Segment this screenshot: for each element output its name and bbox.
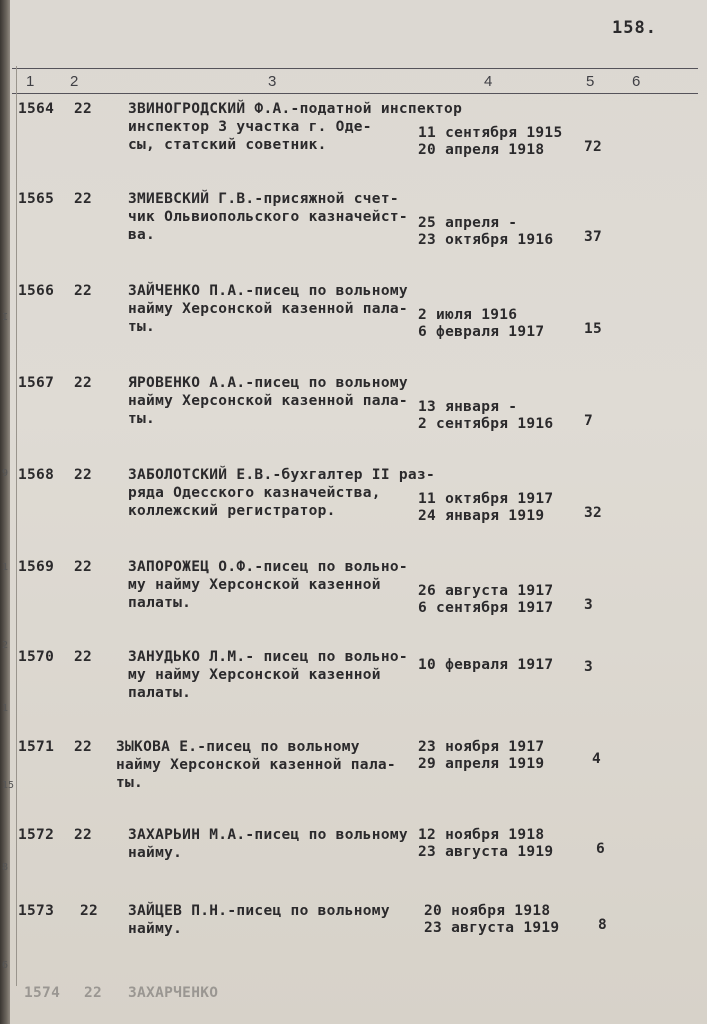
item-description [116,738,396,792]
item-number: 1571 [18,739,55,755]
item-dates [418,490,553,524]
fund-number: 22 [74,467,93,483]
description-line: найму. [128,845,183,861]
sheet-count: 3 [584,597,594,613]
sheet-count: 32 [584,505,603,521]
date-start: 20 ноября 1918 [424,903,551,919]
margin-mark: 1 [2,703,9,714]
date-end: 6 февраля 1917 [418,324,545,340]
date-end [418,673,553,690]
sheet-count: 7 [584,413,594,429]
item-number: 1574 [24,985,61,1001]
item-number: 1567 [18,375,55,391]
date-end: 23 октября 1916 [418,232,554,248]
item-description [128,100,462,154]
description-line: найму Херсонской казенной пала- [128,393,408,409]
date-start: 26 августа 1917 [418,583,554,599]
sheet-count: 3 [584,659,594,675]
sheet-count: 15 [584,321,603,337]
description-line: ЗАПОРОЖЕЦ О.Ф.-писец по вольно- [128,559,408,575]
table-row [0,738,707,818]
item-dates [418,214,553,248]
fund-number: 22 [74,649,93,665]
description-line: ва. [128,227,156,243]
date-end: 24 января 1919 [418,508,545,524]
description-line: ЗАХАРЧЕНКО [128,985,219,1001]
date-start: 13 января - [418,399,518,415]
date-start: 11 октября 1917 [418,491,554,507]
table-row [0,902,707,982]
column-header-4: 4 [484,73,493,90]
fund-number: 22 [74,191,93,207]
item-number: 1566 [18,283,55,299]
sheet-count: 37 [584,229,603,245]
item-number: 1570 [18,649,55,665]
fund-number: 22 [80,903,99,919]
item-description [128,648,408,702]
table-row [0,648,707,728]
table-row [0,466,707,546]
fund-number: 22 [74,739,93,755]
item-dates [418,398,553,432]
table-row [0,558,707,638]
description-line: му найму Херсонской казенной [128,667,381,683]
description-line: ЗМИЕВСКИЙ Г.В.-присяжной счет- [128,191,399,207]
fund-number: 22 [84,985,103,1001]
item-number: 1573 [18,903,55,919]
description-line: найму Херсонской казенной пала- [116,757,396,773]
description-line: ЗАБОЛОТСКИЙ Е.В.-бухгалтер II раз- [128,467,436,483]
margin-mark: 9 [2,468,9,479]
description-line: палаты. [128,685,192,701]
margin-mark: 15 [2,780,15,791]
margin-mark: 1 [2,562,9,573]
item-number: 1565 [18,191,55,207]
item-description [128,826,408,862]
description-line: ЗАНУДЬКО Л.М.- писец по вольно- [128,649,408,665]
item-description [128,466,435,520]
fund-number: 22 [74,827,93,843]
date-start: 25 апреля - [418,215,518,231]
header-bottom-rule [12,93,698,94]
description-line: палаты. [128,595,192,611]
description-line: ЗАЙЧЕНКО П.А.-писец по вольному [128,283,408,299]
item-dates [418,306,544,340]
description-line: ты. [128,319,156,335]
date-end: 23 августа 1919 [418,844,554,860]
margin-mark: 6 [2,960,9,971]
date-start: 11 сентября 1915 [418,125,563,141]
fund-number: 22 [74,559,93,575]
description-line: ты. [116,775,144,791]
item-dates [418,826,553,860]
date-end: 6 сентября 1917 [418,600,554,616]
sheet-count: 72 [584,139,603,155]
item-number: 1572 [18,827,55,843]
table-row [0,984,707,1014]
margin-mark: 2 [2,640,9,651]
item-dates [424,902,559,936]
item-number: 1564 [18,101,55,117]
description-line: ты. [128,411,156,427]
header-top-rule [12,68,698,69]
description-line: му найму Херсонской казенной [128,577,381,593]
date-start: 23 ноября 1917 [418,739,545,755]
item-number: 1569 [18,559,55,575]
sheet-count: 6 [596,841,606,857]
margin-mark: I [2,312,9,323]
item-description [128,558,408,612]
item-description [128,282,408,336]
date-start: 10 февраля 1917 [418,657,554,673]
item-description [128,190,408,244]
description-line: ЯРОВЕНКО А.А.-писец по вольному [128,375,408,391]
item-dates [418,656,553,690]
date-end: 23 августа 1919 [424,920,560,936]
description-line: ЗАЙЦЕВ П.Н.-писец по вольному [128,903,390,919]
sheet-count: 4 [592,751,602,767]
date-end: 20 апреля 1918 [418,142,545,158]
item-description [128,984,218,1002]
column-header-2: 2 [70,73,79,90]
description-line: ЗВИНОГРОДСКИЙ Ф.А.-податной инспектор [128,101,463,117]
description-line: коллежский регистратор. [128,503,336,519]
table-row [0,826,707,906]
table-row [0,100,707,180]
table-row [0,282,707,362]
description-line: сы, статский советник. [128,137,327,153]
fund-number: 22 [74,283,93,299]
description-line: найму Херсонской казенной пала- [128,301,408,317]
item-description [128,374,408,428]
description-line: инспектор 3 участка г. Оде- [128,119,372,135]
margin-mark: 8 [2,862,9,873]
page-number: 158. [612,18,657,38]
date-start: 12 ноября 1918 [418,827,545,843]
description-line: ряда Одесского казначейства, [128,485,381,501]
item-dates [418,582,553,616]
column-header-6: 6 [632,73,641,90]
column-header-1: 1 [26,73,35,90]
description-line: ЗАХАРЬИН М.А.-писец по вольному [128,827,408,843]
item-dates [418,124,562,158]
item-dates [418,738,544,772]
date-end: 29 апреля 1919 [418,756,545,772]
table-row [0,190,707,270]
description-line: найму. [128,921,183,937]
item-description [128,902,390,938]
fund-number: 22 [74,375,93,391]
table-row [0,374,707,454]
description-line: чик Ольвиопольского казначейст- [128,209,408,225]
item-number: 1568 [18,467,55,483]
description-line: ЗЫКОВА Е.-писец по вольному [116,739,360,755]
column-header-3: 3 [268,73,277,90]
fund-number: 22 [74,101,93,117]
date-start: 2 июля 1916 [418,307,518,323]
date-end: 2 сентября 1916 [418,416,554,432]
column-header-5: 5 [586,73,595,90]
sheet-count: 8 [598,917,608,933]
